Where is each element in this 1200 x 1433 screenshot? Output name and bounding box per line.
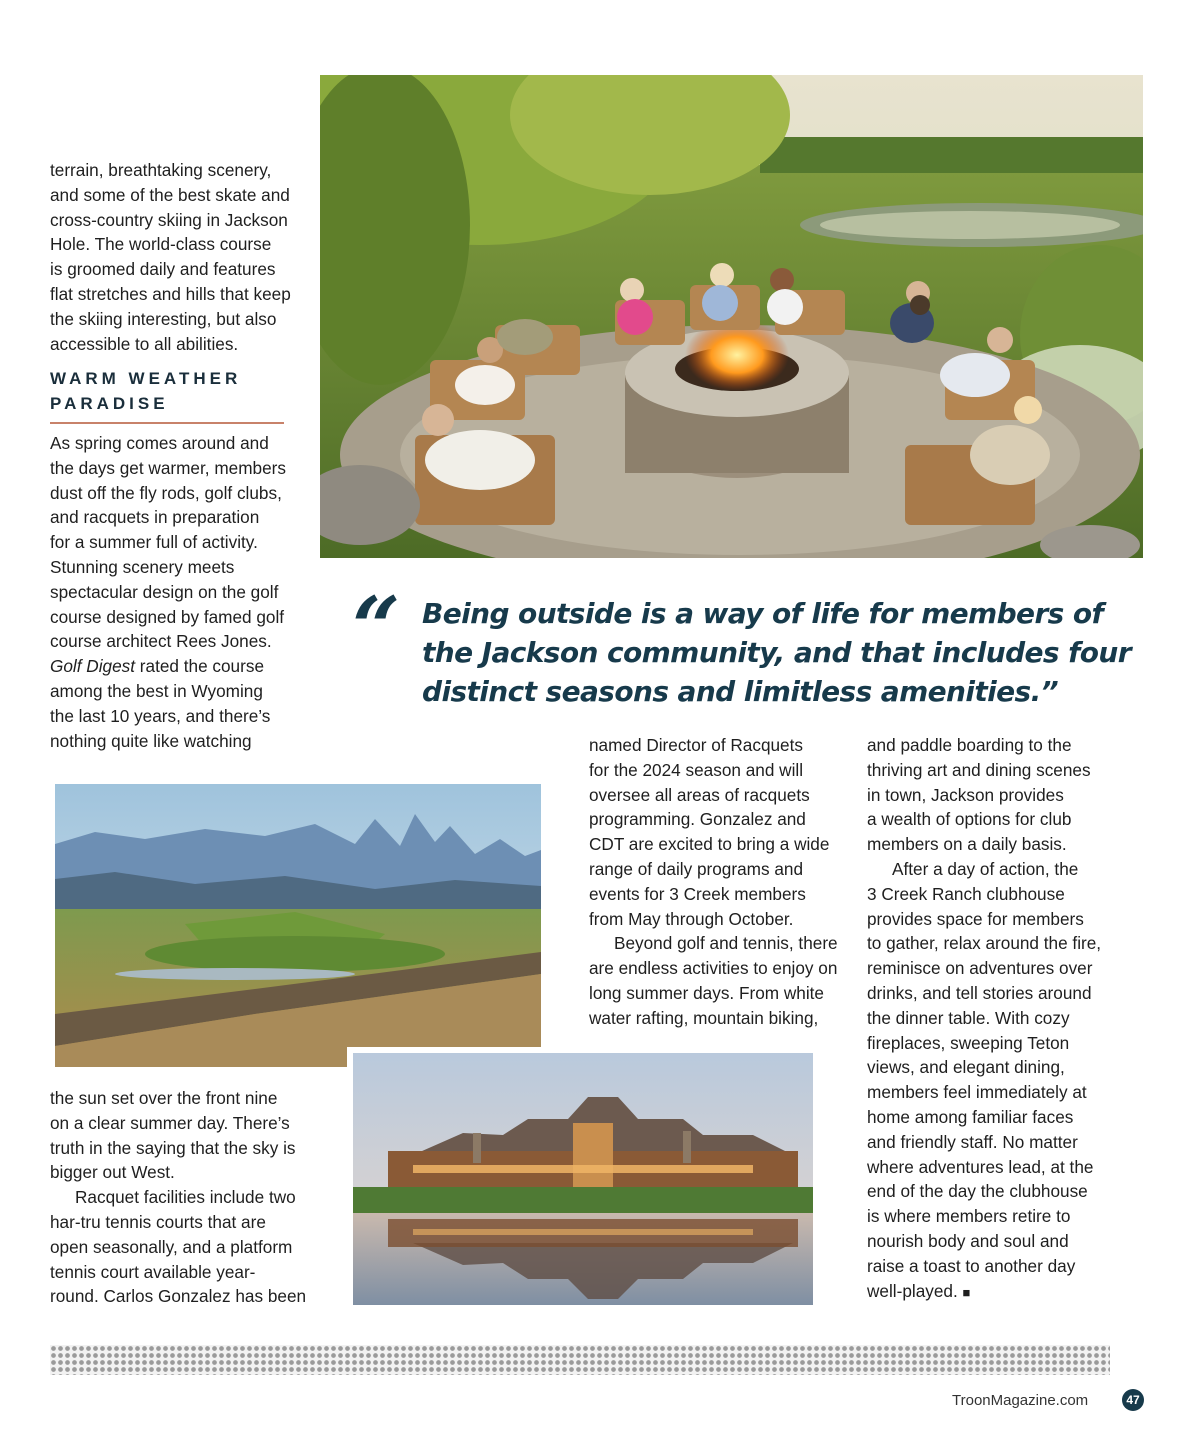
text-line: Stunning scenery meets xyxy=(50,556,235,577)
quote-mark: “ xyxy=(352,578,401,677)
text-line: range of daily programs and xyxy=(589,858,804,879)
text-line: bigger out West. xyxy=(50,1162,175,1183)
text-line: events for 3 Creek members xyxy=(589,883,806,904)
text-line: on a clear summer day. There’s xyxy=(50,1112,290,1133)
text-line: course architect Rees Jones. xyxy=(50,631,272,652)
left-column-top xyxy=(50,158,310,356)
text-line: CDT are excited to bring a wide xyxy=(589,834,830,855)
text-line: raise a toast to another day xyxy=(867,1255,1076,1276)
text-line: open seasonally, and a platform xyxy=(50,1236,293,1257)
text-line: is where members retire to xyxy=(867,1206,1071,1227)
text-line: terrain, breathtaking scenery, xyxy=(50,160,272,180)
text-line: for a summer full of activity. xyxy=(50,532,258,553)
text-line: oversee all areas of racquets xyxy=(589,784,810,805)
text-line: views, and elegant dining, xyxy=(867,1057,1065,1078)
text-line: where adventures lead, at the xyxy=(867,1156,1094,1177)
text-line: the sun set over the front nine xyxy=(50,1088,278,1108)
text-line: provides space for members xyxy=(867,908,1084,929)
text-line: is groomed daily and features xyxy=(50,259,276,280)
golf-course-photo xyxy=(55,784,541,1067)
text-line xyxy=(50,654,310,679)
text-line: for the 2024 season and will xyxy=(589,759,804,780)
text-line: long summer days. From white xyxy=(589,982,824,1003)
text-line: Racquet facilities include two xyxy=(75,1187,296,1208)
text-line: drinks, and tell stories around xyxy=(867,982,1092,1003)
text-line: in town, Jackson provides xyxy=(867,784,1064,805)
pull-quote-line: the Jackson community, and that includes four xyxy=(422,636,1131,669)
text-line: programming. Gonzalez and xyxy=(589,809,806,830)
pull-quote-line: distinct seasons and limitless amenities.” xyxy=(422,675,1059,708)
section-heading-line2: PARADISE xyxy=(50,394,169,413)
text-line: water rafting, mountain biking, xyxy=(589,1007,819,1028)
text-line: thriving art and dining scenes xyxy=(867,759,1091,780)
text-line: reminisce on adventures over xyxy=(867,958,1093,979)
page-number: 47 xyxy=(1122,1389,1144,1411)
text-span: rated the course xyxy=(135,656,264,677)
text-line: the skiing interesting, but also xyxy=(50,308,277,329)
text-line: fireplaces, sweeping Teton xyxy=(867,1032,1070,1053)
text-line: the dinner table. With cozy xyxy=(867,1007,1070,1028)
text-line: a wealth of options for club xyxy=(867,809,1072,830)
dotted-band xyxy=(50,1345,1110,1375)
text-line: cross-country skiing in Jackson xyxy=(50,209,288,230)
footer-site[interactable]: TroonMagazine.com xyxy=(952,1392,1089,1409)
publication-name: Golf Digest xyxy=(50,656,136,677)
right-column xyxy=(867,733,1127,1305)
section-heading xyxy=(50,366,290,416)
text-line: and some of the best skate and xyxy=(50,184,290,205)
text-line: members feel immediately at xyxy=(867,1082,1087,1103)
text-line: the days get warmer, members xyxy=(50,457,286,478)
text-line: among the best in Wyoming xyxy=(50,680,263,701)
left-column-paragraph xyxy=(50,431,310,753)
text-line: Beyond golf and tennis, there xyxy=(614,933,838,954)
text-line: course designed by famed golf xyxy=(50,606,285,627)
text-line xyxy=(867,1279,1127,1306)
heading-rule xyxy=(50,422,284,424)
text-line: end of the day the clubhouse xyxy=(867,1181,1088,1202)
middle-column xyxy=(589,733,851,1031)
text-line: Hole. The world-class course xyxy=(50,234,272,255)
section-heading-line1: WARM WEATHER xyxy=(50,369,242,388)
text-line: and friendly staff. No matter xyxy=(867,1131,1078,1152)
pull-quote xyxy=(422,594,1142,711)
text-line: members on a daily basis. xyxy=(867,834,1067,855)
text-line: named Director of Racquets xyxy=(589,735,803,755)
text-line: nourish body and soul and xyxy=(867,1230,1069,1251)
text-line: to gather, relax around the fire, xyxy=(867,933,1102,954)
text-line: dust off the fly rods, golf clubs, xyxy=(50,482,282,503)
firepit-gathering-photo xyxy=(320,75,1143,558)
text-line: home among familiar faces xyxy=(867,1106,1074,1127)
text-line: flat stretches and hills that keep xyxy=(50,283,291,304)
text-line: 3 Creek Ranch clubhouse xyxy=(867,883,1065,904)
text-line: After a day of action, the xyxy=(892,858,1079,879)
text-line: from May through October. xyxy=(589,908,794,929)
text-line: nothing quite like watching xyxy=(50,730,252,751)
text-line: are endless activities to enjoy on xyxy=(589,958,838,979)
text-line: round. Carlos Gonzalez has been xyxy=(50,1286,307,1307)
pull-quote-line: Being outside is a way of life for members of xyxy=(422,597,1104,630)
text-line: As spring comes around and xyxy=(50,433,269,453)
clubhouse-photo xyxy=(347,1047,819,1311)
left-column-bottom xyxy=(50,1086,320,1309)
text-line: accessible to all abilities. xyxy=(50,333,239,354)
text-line: truth in the saying that the sky is xyxy=(50,1137,296,1158)
end-mark-icon: ■ xyxy=(962,1284,971,1300)
text-line: spectacular design on the golf xyxy=(50,581,279,602)
text-line: and racquets in preparation xyxy=(50,507,260,528)
text-line: and paddle boarding to the xyxy=(867,735,1072,755)
text-line: the last 10 years, and there’s xyxy=(50,705,271,726)
text-line: har-tru tennis courts that are xyxy=(50,1211,266,1232)
text-span: well-played. xyxy=(867,1280,958,1301)
text-line: tennis court available year- xyxy=(50,1261,256,1282)
